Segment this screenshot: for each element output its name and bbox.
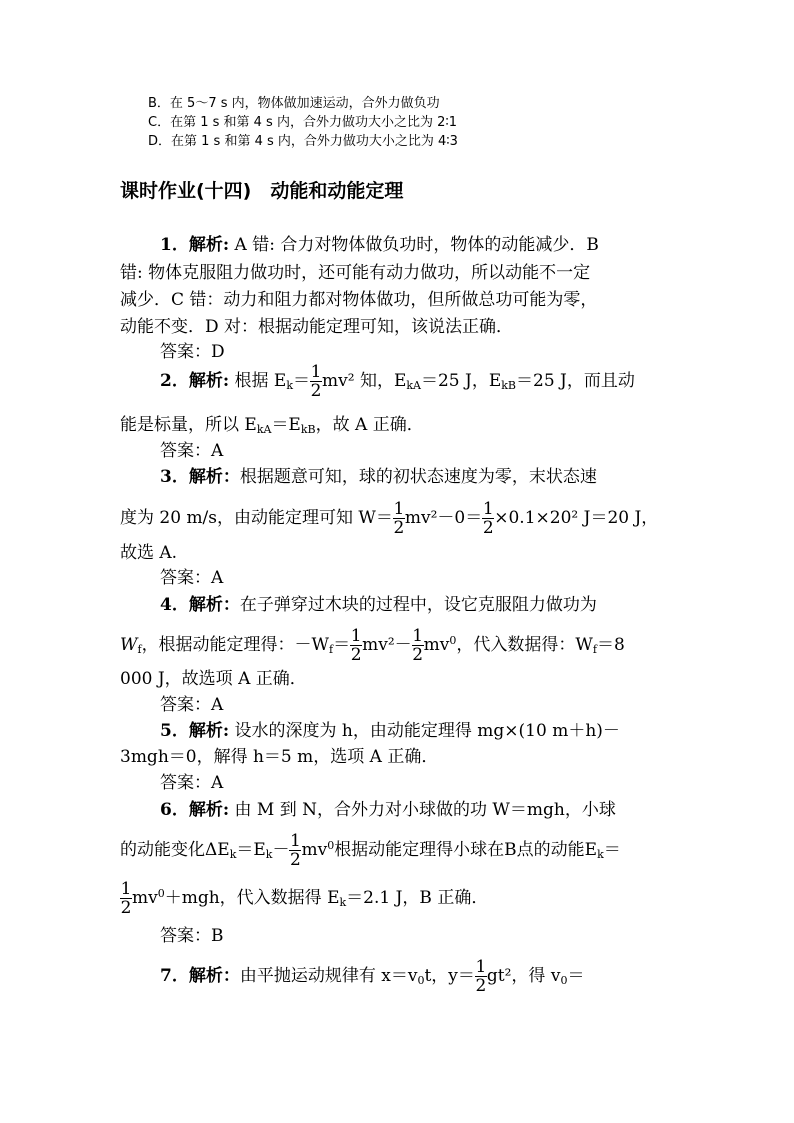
q2-t: ＝E <box>271 415 301 435</box>
q6-sub: k <box>265 848 273 861</box>
q2-t: ＝ <box>293 371 311 391</box>
q6-t: 根据动能定理得小球在B点的动能E <box>334 840 598 860</box>
q4-label: 解析： <box>188 595 240 615</box>
q1-answer <box>160 337 225 362</box>
q2-line-1 <box>160 363 635 400</box>
q6-sub: k <box>339 896 347 909</box>
q4-t: 在子弹穿过木块的过程中，设它克服阻力做功为 <box>239 595 597 615</box>
q5-line-1 <box>160 716 620 741</box>
q4-sub: f <box>137 643 142 656</box>
q4-sub: f <box>329 643 334 656</box>
denominator: 2 <box>350 645 362 665</box>
q3-line-1 <box>160 462 597 487</box>
q7-sub: 0 <box>560 974 568 987</box>
numerator: 1 <box>475 957 487 977</box>
numerator: 1 <box>393 499 405 519</box>
q4-sup: 0 <box>449 634 457 647</box>
q6-t: mv <box>132 888 158 908</box>
q6-sub: k <box>597 848 604 861</box>
q3-t: 度为 20 m/s，由动能定理可知 W＝ <box>120 508 393 528</box>
answer-value: A <box>211 441 224 461</box>
fraction <box>412 627 424 664</box>
answer-label: 答案： <box>160 695 211 715</box>
q6-t: － <box>272 840 290 860</box>
q6-t: mv <box>301 840 328 860</box>
answer-value: A <box>211 773 224 793</box>
q4-t: W <box>120 635 138 655</box>
answer-value: D <box>211 342 225 362</box>
q1-text-1: A 错: 合力对物体做负功时，物体的动能减少．B <box>229 235 599 255</box>
q5-answer <box>160 768 223 793</box>
denominator: 2 <box>475 976 487 996</box>
q4-t: mv²－ <box>362 635 412 655</box>
q6-sup: 0 <box>157 887 165 900</box>
q4-sub: f <box>592 643 597 656</box>
answer-label: 答案： <box>160 342 211 362</box>
q4-t: ＝8 <box>596 635 625 655</box>
q6-t: ＝ <box>603 840 621 860</box>
q4-answer <box>160 690 223 715</box>
q6-line-3 <box>120 880 488 917</box>
q2-sub: kB <box>300 423 316 436</box>
numerator: 1 <box>482 499 494 519</box>
denominator: 2 <box>120 898 132 918</box>
q1-line-3: 减少．C 错：动力和阻力都对物体做功，但所做总功可能为零， <box>120 290 598 310</box>
q6-answer <box>160 921 224 946</box>
section-heading: 课时作业(十四) 动能和动能定理 <box>120 180 404 202</box>
q7-t: ＝ <box>567 966 585 986</box>
numerator: 1 <box>120 879 132 899</box>
fraction <box>120 880 132 917</box>
q3-t: 根据题意可知，球的初状态速度为零，末状态速 <box>239 467 597 487</box>
q2-t: 根据 E <box>229 371 287 391</box>
answer-value: A <box>211 568 224 588</box>
answer-value: A <box>211 695 224 715</box>
fraction <box>310 363 322 400</box>
option-c: C．在第 1 s 和第 4 s 内，合外力做功大小之比为 2∶1 <box>148 115 458 130</box>
q1-line-2: 错: 物体克服阻力做功时，还可能有动力做功，所以动能不一定 <box>120 263 591 283</box>
fraction <box>475 958 487 995</box>
q2-t: ＝25 J，E <box>420 371 502 391</box>
q6-sup: 0 <box>327 839 335 852</box>
q2-label: 解析: <box>188 371 230 391</box>
q1-line-4: 动能不变．D 对：根据动能定理可知，该说法正确． <box>120 317 514 337</box>
q4-t: ，代入数据得：W <box>456 635 593 655</box>
q7-line-1 <box>160 958 584 995</box>
q2-sub: kB <box>501 379 516 392</box>
q4-t: ，根据动能定理得：－W <box>141 635 330 655</box>
q2-line-2 <box>120 410 424 436</box>
option-d: D．在第 1 s 和第 4 s 内，合外力做功大小之比为 4∶3 <box>148 134 458 149</box>
numerator: 1 <box>290 831 301 851</box>
q2-t: mv² 知，E <box>322 371 407 391</box>
q2-sub: k <box>286 379 294 392</box>
q2-t: 能是标量，所以 E <box>120 415 257 435</box>
q2-answer <box>160 436 223 461</box>
q6-t: ＝2.1 J，B 正确． <box>346 888 489 908</box>
denominator: 2 <box>482 518 494 538</box>
q3-line-2 <box>120 500 658 537</box>
q6-line-2 <box>120 832 621 869</box>
q7-t: 由平抛运动规律有 x＝v <box>239 966 418 986</box>
answer-label: 答案： <box>160 441 211 461</box>
q4-num: 4． <box>160 595 189 615</box>
q4-line-1 <box>160 590 597 615</box>
q2-sub: kA <box>406 379 421 392</box>
q6-t: ＝E <box>236 840 266 860</box>
q6-t: ＋mgh，代入数据得 E <box>164 888 340 908</box>
answer-value: B <box>211 926 224 946</box>
q3-t: mv²－0＝ <box>404 508 483 528</box>
q5-label: 解析: <box>188 721 230 741</box>
q6-label: 解析: <box>188 800 230 820</box>
q7-num: 7． <box>160 966 189 986</box>
q2-sub: kA <box>256 423 272 436</box>
q3-label: 解析： <box>188 467 240 487</box>
q6-num: 6． <box>160 800 189 820</box>
fraction <box>393 500 405 537</box>
denominator: 2 <box>412 645 424 665</box>
q2-t: ，故 A 正确． <box>315 415 424 435</box>
q6-t: 的动能变化ΔE <box>120 840 230 860</box>
q6-line-1 <box>160 795 616 820</box>
numerator: 1 <box>412 626 424 646</box>
q4-t: mv <box>423 635 450 655</box>
q2-num: 2． <box>160 371 189 391</box>
option-b: B．在 5～7 s 内，物体做加速运动，合外力做负功 <box>148 96 440 111</box>
q7-sub: 0 <box>417 974 425 987</box>
denominator: 2 <box>290 850 301 870</box>
q6-t: 由 M 到 N，合外力对小球做的功 W＝mgh，小球 <box>229 800 616 820</box>
q1-label: 解析: <box>188 235 230 255</box>
q3-answer <box>160 563 223 588</box>
q7-t: gt²，得 v <box>486 966 561 986</box>
q3-t: ×0.1×20² J＝20 J， <box>494 508 659 528</box>
numerator: 1 <box>310 362 322 382</box>
numerator: 1 <box>350 626 362 646</box>
q6-sub: k <box>229 848 237 861</box>
q3-num: 3． <box>160 467 189 487</box>
denominator: 2 <box>310 381 322 401</box>
q1-line-1 <box>160 230 599 255</box>
fraction <box>289 832 301 869</box>
q1-num: 1． <box>160 235 189 255</box>
answer-label: 答案： <box>160 773 211 793</box>
q5-num: 5． <box>160 721 189 741</box>
denominator: 2 <box>393 518 405 538</box>
q3-line-3: 故选 A. <box>120 543 178 563</box>
q7-label: 解析： <box>188 966 240 986</box>
answer-label: 答案： <box>160 568 211 588</box>
answer-label: 答案： <box>160 926 211 946</box>
q5-line-2: 3mgh＝0，解得 h＝5 m，选项 A 正确． <box>120 747 439 767</box>
q4-t: ＝ <box>333 635 351 655</box>
fraction <box>482 500 494 537</box>
q4-line-2 <box>120 627 625 664</box>
q5-t: 设水的深度为 h，由动能定理得 mg×(10 m＋h)－ <box>229 721 620 741</box>
q4-line-3: 000 J，故选项 A 正确． <box>120 669 307 689</box>
q2-t: ＝25 J，而且动 <box>516 371 635 391</box>
q7-t: t，y＝ <box>424 966 475 986</box>
fraction <box>350 627 362 664</box>
